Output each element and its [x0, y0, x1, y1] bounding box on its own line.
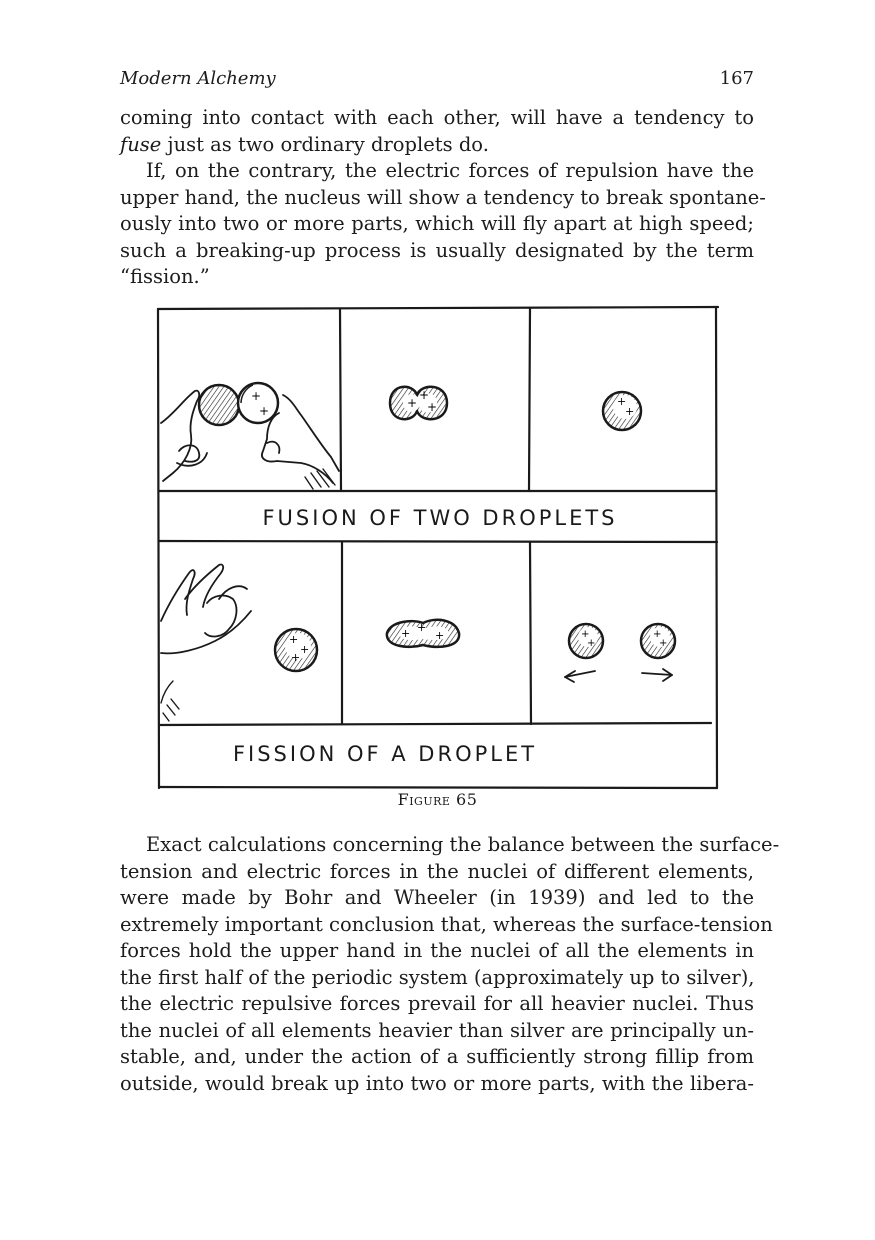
paragraph-line: the first half of the periodic system (approximately up to silver),: [120, 965, 755, 989]
paragraph-line: the electric repulsive forces prevail for all heavier nuclei. Thus: [120, 992, 754, 1015]
fission-label: FISSION OF A DROPLET: [232, 742, 538, 766]
plus-sign: +: [401, 627, 411, 640]
figure-caption: [0, 790, 875, 809]
plus-sign: +: [427, 400, 438, 414]
running-head-title: Modern Alchemy: [120, 68, 276, 89]
plus-sign: +: [653, 629, 662, 640]
arrow-left-icon: [565, 671, 595, 682]
paragraph-line: outside, would break up into two or more parts, with the libera-: [120, 1071, 754, 1095]
arrow-right-icon: [642, 669, 672, 681]
plus-sign: +: [291, 651, 301, 664]
plus-sign: +: [659, 638, 668, 649]
paragraph-line-text: just as two ordinary droplets do.: [167, 132, 489, 156]
split-droplets-drawing: [569, 624, 675, 658]
plus-sign: +: [435, 629, 445, 642]
paragraph-line: were made by Bohr and Wheeler (in 1939) and led to the: [120, 886, 754, 909]
paragraph-line: If, on the contrary, the electric forces of repulsion have the: [146, 159, 754, 182]
figure-caption-text: Figure 65: [397, 790, 478, 809]
plus-sign: +: [581, 629, 590, 640]
hand-flick-drawing: [161, 564, 251, 721]
plus-sign: +: [407, 396, 418, 410]
running-head: [120, 68, 754, 96]
figure-illustration: [155, 303, 725, 798]
paragraph-line: extremely important conclusion that, whereas the surface-tension: [120, 912, 773, 936]
plus-sign: +: [251, 389, 262, 403]
paragraph-3: [120, 832, 780, 1097]
emphasis-fuse: fuse: [120, 132, 162, 156]
plus-sign: +: [300, 643, 310, 656]
plus-sign: +: [625, 405, 635, 418]
paragraph-line: such a breaking-up process is usually designated by the term: [120, 238, 754, 262]
paragraph-line: “fission.”: [120, 265, 210, 288]
paragraph-line: upper hand, the nucleus will show a tendency to break spontane-: [120, 185, 766, 209]
paragraph-line: forces hold the upper hand in the nuclei of all the elements in: [120, 939, 754, 962]
two-droplets-drawing: [199, 383, 278, 425]
paragraph-line: [120, 132, 754, 159]
paragraph-line: stable, and, under the action of a sufficiently strong fillip from: [120, 1045, 754, 1068]
elongated-droplet-drawing: [387, 620, 459, 647]
figure-65: [155, 303, 725, 798]
plus-sign: +: [587, 638, 596, 649]
plus-sign: +: [417, 621, 427, 634]
plus-sign: +: [259, 404, 270, 418]
single-droplet-drawing: [275, 629, 317, 671]
fused-droplet-drawing: [603, 392, 641, 430]
paragraph-line: ously into two or more parts, which will fly apart at high speed;: [120, 212, 754, 235]
paragraph-line: coming into contact with each other, will have a tendency to: [120, 106, 754, 129]
plus-sign: +: [419, 388, 430, 402]
paragraph-1: [120, 105, 754, 158]
merged-droplet-drawing: [390, 387, 447, 419]
fusion-label: FUSION OF TWO DROPLETS: [262, 506, 618, 530]
paragraph-line: tension and electric forces in the nuclei of different elements,: [120, 859, 754, 883]
paragraph-line: the nuclei of all elements heavier than silver are principally un-: [120, 1018, 754, 1042]
paragraph-line: Exact calculations concerning the balance between the surface-: [146, 833, 780, 856]
plus-sign: +: [289, 633, 299, 646]
page-number: 167: [719, 68, 754, 89]
paragraph-2: [120, 158, 766, 291]
plus-sign: +: [617, 395, 627, 408]
